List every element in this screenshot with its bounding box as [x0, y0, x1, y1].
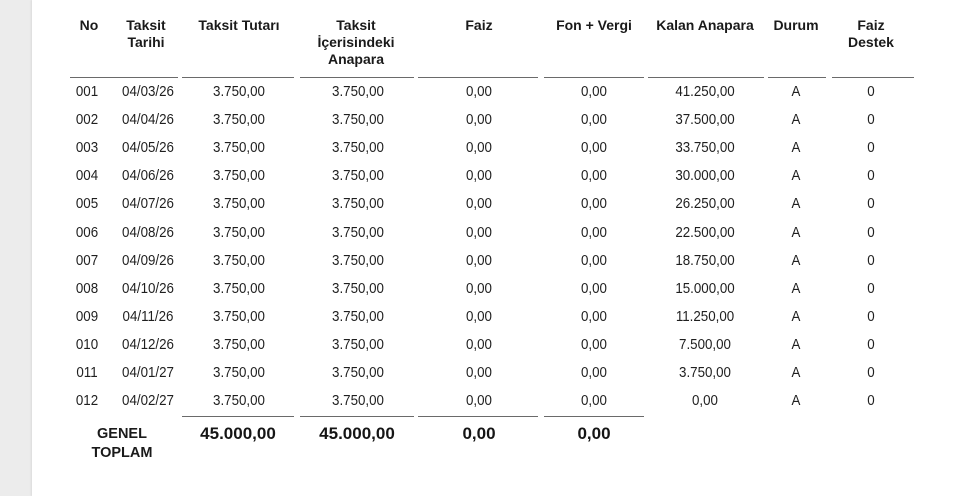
cell-no: 012	[75, 393, 99, 410]
cell-fon: 0,00	[581, 365, 607, 381]
cell-durum: A	[791, 112, 801, 129]
cell-tarih: 04/06/26	[122, 168, 174, 185]
cell-durum: A	[791, 393, 801, 410]
genel-toplam-label	[82, 425, 162, 463]
table-row	[32, 140, 955, 168]
cell-no: 008	[75, 280, 99, 297]
cell-durum: A	[791, 280, 801, 297]
header-rule-durum	[768, 77, 826, 78]
table-row	[32, 365, 955, 393]
table-row	[32, 168, 955, 196]
cell-anapara: 3.750,00	[332, 224, 384, 241]
cell-tutar: 3.750,00	[213, 393, 265, 410]
genel-toplam-line1: GENEL	[97, 426, 147, 442]
cell-kalan: 3.750,00	[679, 365, 731, 381]
cell-tarih: 04/05/26	[122, 140, 174, 157]
total-anapara: 45.000,00	[319, 424, 395, 443]
header-rule-fon	[544, 77, 644, 78]
cell-durum: A	[791, 365, 801, 381]
table-row	[32, 196, 955, 224]
cell-faiz: 0,00	[466, 336, 492, 353]
cell-destek: 0	[867, 393, 875, 410]
cell-destek: 0	[867, 224, 875, 241]
cell-durum: A	[791, 252, 801, 269]
header-taksit-tarihi	[116, 17, 176, 51]
cell-faiz: 0,00	[466, 365, 492, 381]
cell-tarih: 04/11/26	[122, 308, 174, 325]
cell-anapara: 3.750,00	[332, 196, 384, 213]
cell-anapara: 3.750,00	[332, 336, 384, 353]
table-row	[32, 337, 955, 365]
cell-no: 011	[76, 365, 98, 381]
cell-kalan: 7.500,00	[679, 336, 731, 353]
cell-tarih: 04/01/27	[122, 365, 174, 381]
cell-faiz: 0,00	[466, 168, 492, 185]
cell-tarih: 04/10/26	[122, 280, 174, 297]
cell-fon: 0,00	[581, 252, 607, 269]
cell-anapara: 3.750,00	[332, 84, 384, 100]
cell-durum: A	[791, 308, 801, 325]
table-row	[32, 309, 955, 337]
cell-destek: 0	[867, 280, 875, 297]
cell-faiz: 0,00	[466, 112, 492, 129]
cell-tarih: 04/04/26	[122, 112, 174, 129]
total-rule-fon	[544, 416, 644, 417]
header-faiz: Faiz	[465, 17, 493, 33]
cell-anapara: 3.750,00	[332, 393, 384, 410]
cell-faiz: 0,00	[466, 393, 492, 410]
header-rule-tutar	[182, 77, 294, 78]
cell-destek: 0	[867, 308, 875, 325]
header-taksit-tarihi-line2: Tarihi	[127, 34, 165, 50]
cell-anapara: 3.750,00	[332, 280, 384, 297]
header-durum: Durum	[773, 17, 819, 33]
header-anapara-line2: İçerisindeki	[317, 34, 395, 50]
table-row	[32, 84, 955, 112]
cell-tarih: 04/08/26	[122, 224, 174, 241]
header-taksit-tutari: Taksit Tutarı	[198, 17, 280, 33]
cell-tutar: 3.750,00	[213, 112, 265, 129]
table-row	[32, 112, 955, 140]
cell-kalan: 11.250,00	[675, 308, 735, 325]
cell-tarih: 04/07/26	[122, 196, 174, 213]
cell-tutar: 3.750,00	[213, 308, 265, 325]
cell-faiz: 0,00	[466, 252, 492, 269]
cell-no: 002	[75, 112, 99, 129]
cell-kalan: 37.500,00	[675, 112, 735, 129]
cell-tutar: 3.750,00	[213, 280, 265, 297]
cell-fon: 0,00	[581, 84, 607, 100]
cell-fon: 0,00	[581, 112, 607, 129]
cell-kalan: 15.000,00	[675, 280, 735, 297]
cell-tarih: 04/12/26	[122, 336, 174, 353]
header-anapara-line1: Taksit	[336, 17, 376, 33]
table-row	[32, 253, 955, 281]
table-row	[32, 281, 955, 309]
total-rule-tutar	[182, 416, 294, 417]
cell-tutar: 3.750,00	[213, 168, 265, 185]
cell-destek: 0	[867, 196, 875, 213]
cell-faiz: 0,00	[466, 224, 492, 241]
header-faiz-destek-line2: Destek	[848, 34, 894, 50]
cell-destek: 0	[867, 112, 875, 129]
cell-tutar: 3.750,00	[213, 336, 265, 353]
cell-no: 006	[75, 224, 99, 241]
cell-anapara: 3.750,00	[332, 112, 384, 129]
cell-fon: 0,00	[581, 336, 607, 353]
cell-durum: A	[791, 84, 801, 100]
cell-fon: 0,00	[581, 168, 607, 185]
cell-tarih: 04/02/27	[122, 393, 174, 410]
cell-no: 007	[75, 252, 99, 269]
table-row	[32, 225, 955, 253]
header-rule-no-date	[70, 77, 178, 78]
cell-no: 005	[75, 196, 99, 213]
total-faiz: 0,00	[462, 424, 496, 443]
cell-tutar: 3.750,00	[213, 365, 265, 381]
cell-fon: 0,00	[581, 140, 607, 157]
cell-no: 003	[75, 140, 99, 157]
header-faiz-destek-line1: Faiz	[857, 17, 885, 33]
cell-anapara: 3.750,00	[332, 365, 384, 381]
payment-schedule-page	[32, 0, 955, 496]
cell-no: 009	[75, 308, 99, 325]
cell-faiz: 0,00	[466, 84, 492, 100]
cell-destek: 0	[867, 168, 875, 185]
header-rule-destek	[832, 77, 914, 78]
total-tutar: 45.000,00	[200, 424, 276, 443]
cell-destek: 0	[867, 252, 875, 269]
cell-kalan: 26.250,00	[675, 196, 735, 213]
cell-anapara: 3.750,00	[332, 308, 384, 325]
total-rule-faiz	[418, 416, 538, 417]
cell-kalan: 33.750,00	[675, 140, 735, 157]
cell-tutar: 3.750,00	[213, 84, 265, 100]
cell-durum: A	[791, 224, 801, 241]
cell-tarih: 04/03/26	[122, 84, 174, 100]
cell-fon: 0,00	[581, 196, 607, 213]
cell-fon: 0,00	[581, 224, 607, 241]
cell-anapara: 3.750,00	[332, 140, 384, 157]
cell-tutar: 3.750,00	[213, 140, 265, 157]
cell-destek: 0	[867, 336, 875, 353]
cell-tarih: 04/09/26	[122, 252, 174, 269]
cell-destek: 0	[867, 140, 875, 157]
cell-durum: A	[791, 196, 801, 213]
header-rule-anapara	[300, 77, 414, 78]
cell-no: 010	[75, 336, 99, 353]
header-anapara-line3: Anapara	[327, 51, 385, 67]
cell-faiz: 0,00	[466, 140, 492, 157]
cell-destek: 0	[867, 365, 875, 381]
cell-kalan: 0,00	[692, 393, 718, 410]
cell-no: 004	[75, 168, 99, 185]
cell-kalan: 30.000,00	[675, 168, 735, 185]
header-fon-vergi: Fon + Vergi	[556, 17, 632, 33]
cell-durum: A	[791, 168, 801, 185]
cell-fon: 0,00	[581, 393, 607, 410]
cell-tutar: 3.750,00	[213, 252, 265, 269]
cell-anapara: 3.750,00	[332, 168, 384, 185]
cell-durum: A	[791, 336, 801, 353]
total-rule-anapara	[300, 416, 414, 417]
cell-faiz: 0,00	[466, 196, 492, 213]
cell-faiz: 0,00	[466, 280, 492, 297]
header-faiz-destek	[832, 17, 910, 51]
cell-anapara: 3.750,00	[332, 252, 384, 269]
genel-toplam-line2: TOPLAM	[91, 445, 153, 461]
header-taksit-tarihi-line1: Taksit	[126, 17, 166, 33]
header-rule-faiz	[418, 77, 538, 78]
cell-kalan: 22.500,00	[675, 224, 735, 241]
cell-durum: A	[791, 140, 801, 157]
cell-kalan: 41.250,00	[675, 84, 735, 100]
cell-fon: 0,00	[581, 280, 607, 297]
cell-destek: 0	[867, 84, 875, 100]
cell-fon: 0,00	[581, 308, 607, 325]
cell-faiz: 0,00	[466, 308, 492, 325]
header-anapara	[304, 17, 408, 68]
header-kalan-anapara: Kalan Anapara	[656, 17, 754, 33]
total-fon: 0,00	[577, 424, 611, 443]
cell-tutar: 3.750,00	[213, 224, 265, 241]
header-no: No	[79, 17, 99, 33]
cell-no: 001	[75, 84, 99, 100]
cell-tutar: 3.750,00	[213, 196, 265, 213]
header-rule-kalan	[648, 77, 764, 78]
cell-kalan: 18.750,00	[675, 252, 735, 269]
